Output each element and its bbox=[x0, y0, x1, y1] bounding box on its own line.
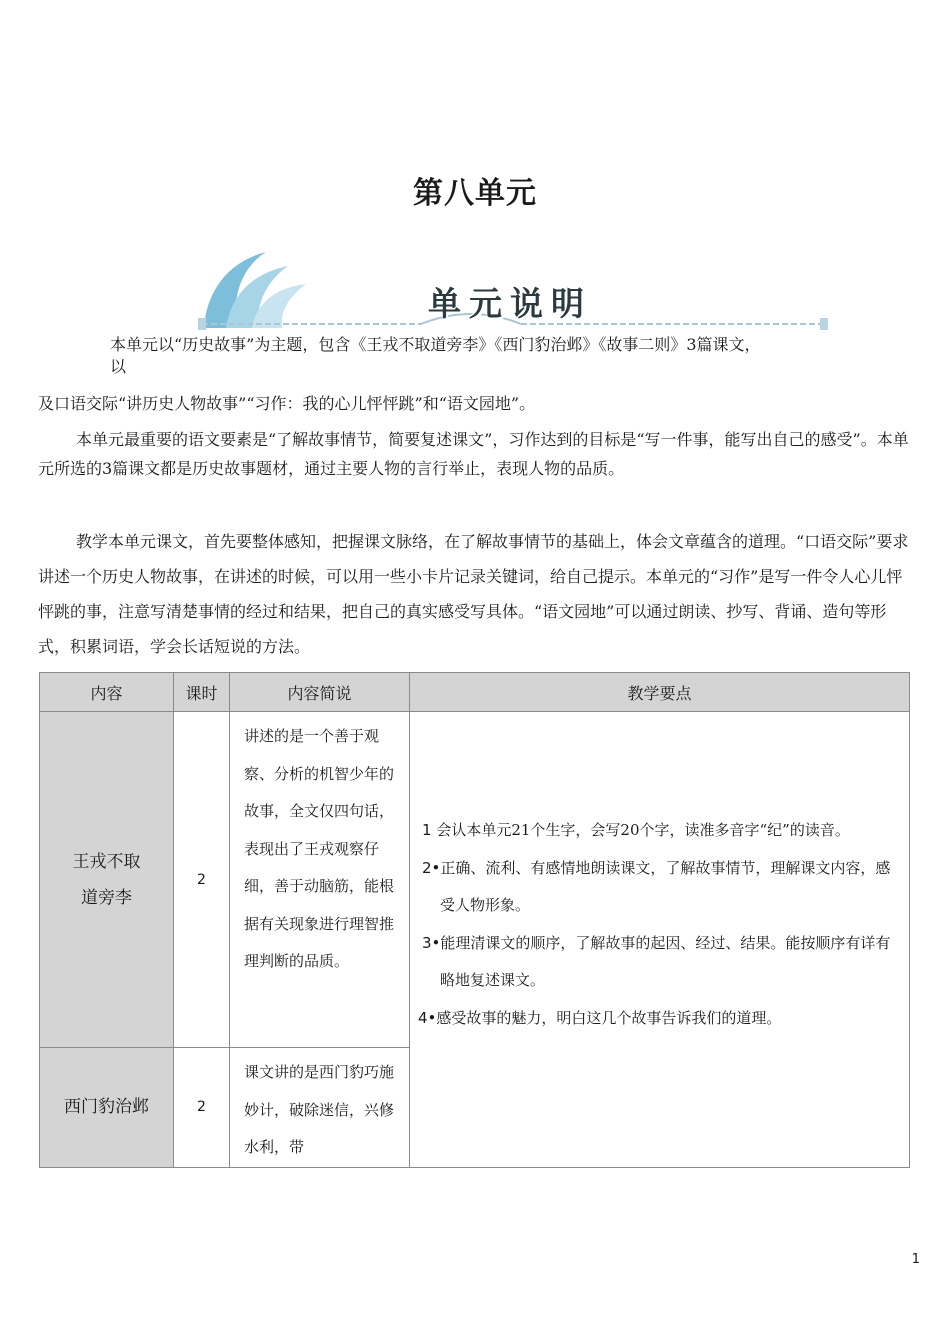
table-row bbox=[40, 712, 910, 1048]
lesson-name bbox=[40, 712, 174, 1048]
teaching-point: 1 会认本单元21个生字，会写20个字，读准多音字“纪”的读音。 bbox=[422, 821, 850, 839]
banner-title: 单元说明 bbox=[428, 284, 592, 323]
intro-line-3: 及口语交际“讲历史人物故事”“习作：我的心儿怦怦跳”和“语文园地”。 bbox=[38, 394, 536, 413]
teaching-points bbox=[418, 812, 905, 1037]
lesson-name-line: 王戎不取 bbox=[72, 851, 141, 872]
teaching-point: 2•正确、流利、有感情地朗读课文，了解故事情节，理解课文内容，感受人物形象。 bbox=[422, 858, 891, 914]
unit-title: 第八单元 bbox=[413, 176, 537, 211]
lesson-table bbox=[39, 672, 910, 1168]
teaching-points-cell bbox=[410, 712, 910, 1168]
teaching-point: 3•能理清课文的顺序，了解故事的起因、经过、结果。能按顺序有详有略地复述课文。 bbox=[422, 933, 891, 989]
lesson-name-line: 道旁李 bbox=[81, 887, 132, 908]
paragraph-language-elements: 本单元最重要的语文要素是“了解故事情节，简要复述课文”，习作达到的目标是“写一件事，能写出自己的感受”。本单元所选的3篇课文都是历史故事题材，通过主要人物的言行举止，表现人物的品质。 bbox=[38, 430, 909, 478]
header-hours: 课时 bbox=[174, 673, 230, 712]
header-teaching-points: 教学要点 bbox=[410, 673, 910, 712]
header-summary: 内容简说 bbox=[230, 673, 410, 712]
lesson-name: 西门豹治邺 bbox=[40, 1048, 174, 1168]
lesson-summary: 课文讲的是西门豹巧施妙计，破除迷信，兴修水利，带 bbox=[230, 1048, 410, 1168]
header-content: 内容 bbox=[40, 673, 174, 712]
unit-banner bbox=[196, 244, 836, 336]
lesson-summary: 讲述的是一个善于观察、分析的机智少年的故事，全文仅四句话，表现出了王戎观察仔细，善于动脑筋，能根据有关现象进行理智推理判断的品质。 bbox=[230, 712, 410, 1048]
intro-line-2: 以 bbox=[110, 357, 127, 376]
page-number: 1 bbox=[911, 1252, 920, 1267]
teaching-point: 4•感受故事的魅力，明白这几个故事告诉我们的道理。 bbox=[418, 1008, 782, 1027]
table-header-row bbox=[40, 673, 910, 712]
intro-line-1: 本单元以“历史故事”为主题，包含《王戎不取道旁李》《西门豹治邺》《故事二则》3篇课文， bbox=[110, 335, 761, 354]
paragraph-teaching-guide: 教学本单元课文，首先要整体感知，把握课文脉络，在了解故事情节的基础上，体会文章蕴含的道理。“口语交际”要求讲述一个历史人物故事，在讲述的时候，可以用一些小卡片记录关键词，给自己提示。本单元的“习作”是写一件令人心儿怦怦跳的事，注意写清楚事情的经过和结果，把自己的真实感受写具体。“语文园地”可以通过朗读、抄写、背诵、造句等形式，积累词语，学会长话短说的方法。 bbox=[38, 532, 909, 656]
lesson-hours: 2 bbox=[174, 712, 230, 1048]
lesson-hours: 2 bbox=[174, 1048, 230, 1168]
